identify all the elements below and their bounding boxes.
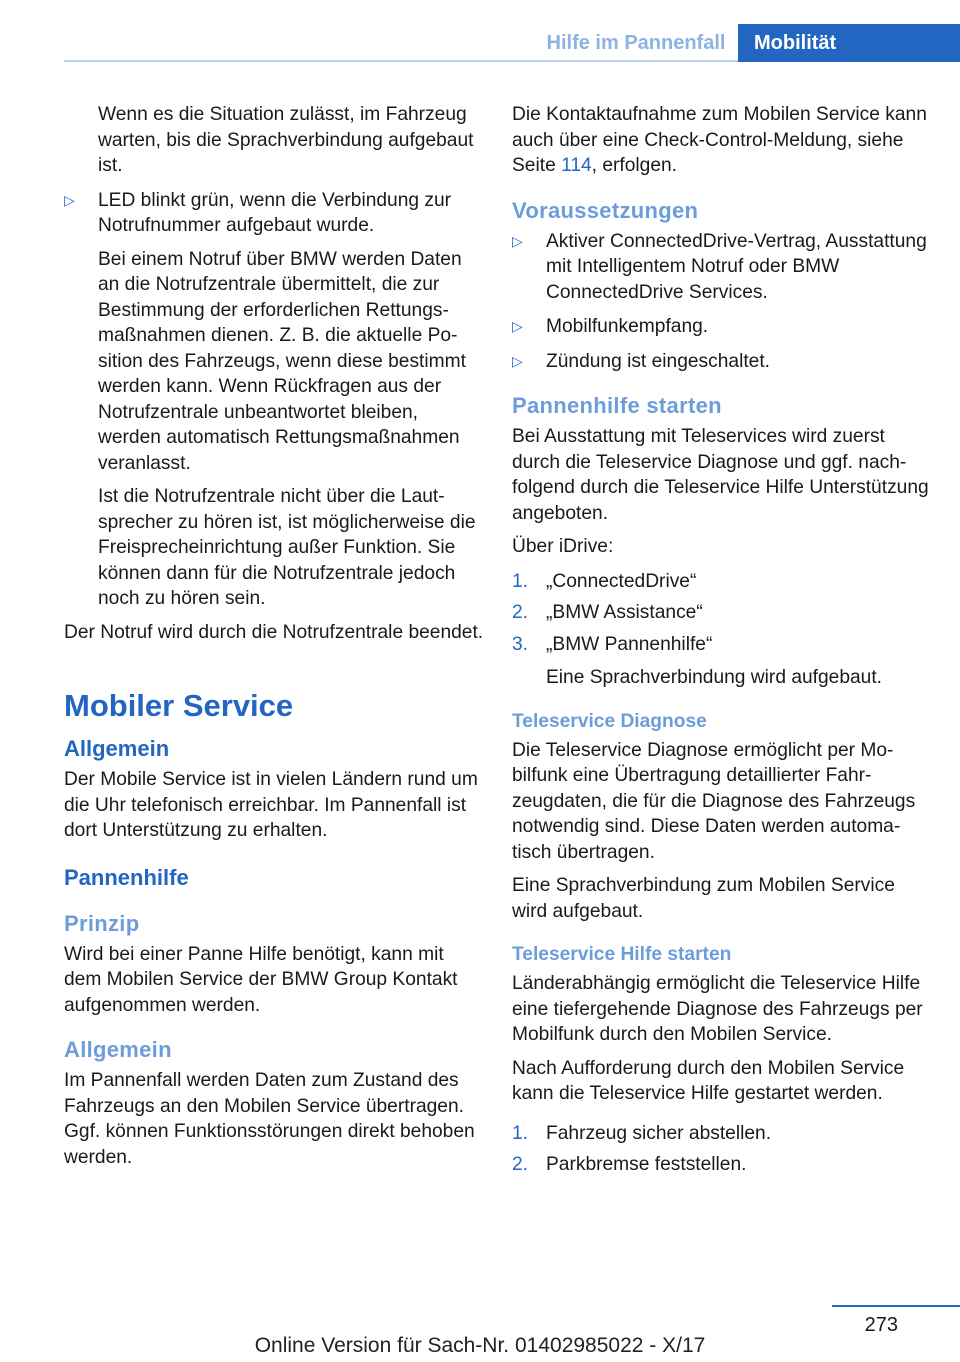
step-text: „BMW Assistance“ xyxy=(546,602,703,623)
step-number: 1. xyxy=(512,1122,529,1144)
subheading: Allgemein xyxy=(64,736,170,761)
page-link[interactable]: 114 xyxy=(561,155,592,176)
step-number: 3. xyxy=(512,633,529,655)
body-text: Die Kontaktaufnahme zum Mobilen Service kann auch über eine Check-Control-Meldung, siehe Seite 114, erfolgen. xyxy=(512,104,927,176)
step-text: Parkbremse feststellen. xyxy=(546,1154,747,1175)
bullet-item xyxy=(64,188,484,612)
subheading: Allgemein xyxy=(64,1037,172,1062)
steps-list xyxy=(512,1121,932,1178)
bullet-marker-icon: ▷ xyxy=(64,191,75,208)
list-item xyxy=(512,569,932,595)
section-heading: Mobiler Service xyxy=(64,688,294,723)
list-item xyxy=(512,632,932,691)
step-text: „BMW Pannenhilfe“ xyxy=(546,633,713,655)
body-text: Die Teleservice Diagnose ermöglicht per Mobilfunk eine Übertragung detaillierter Fahrzeugdaten, die für die Diagnose des Fahrzeugs notwendig sind. Diese Daten werden automatisch übertragen. xyxy=(512,739,916,863)
step-number: 1. xyxy=(512,570,529,592)
intro-continuation: Wenn es die Situation zulässt, im Fahrzeug warten, bis die Sprachverbindung aufgebaut ist. xyxy=(98,104,474,176)
bullet-marker-icon: ▷ xyxy=(512,352,523,369)
subheading: Teleservice Hilfe starten xyxy=(512,944,732,965)
bullet-marker-icon: ▷ xyxy=(512,318,523,334)
bullet-item xyxy=(512,349,932,375)
subheading: Prinzip xyxy=(64,910,140,936)
footer-text: Online Version für Sach-Nr. 01402985022 - X/17 xyxy=(254,1334,706,1357)
requirements-list xyxy=(512,229,932,375)
body-text: Länderabhängig ermöglicht die Teleservice Hilfe eine tiefergehende Diagnose des Fahrzeugs per Mobilfunk durch den Mobilen Service. xyxy=(512,973,923,1045)
list-item xyxy=(512,1152,932,1178)
page-number: 273 xyxy=(864,1314,898,1336)
body-text: Der Notruf wird durch die Notrufzentrale beendet. xyxy=(64,621,484,643)
section-tab[interactable]: Hilfe im Pannenfall xyxy=(546,32,726,54)
bullet-text: Mobilfunkempfang. xyxy=(546,316,709,337)
bullet-text: LED blinkt grün, wenn die Verbindung zur Notrufnummer aufgebaut wurde. xyxy=(98,189,452,236)
body-text: Nach Aufforderung durch den Mobilen Service kann die Teleservice Hilfe gestartet werden. xyxy=(512,1057,905,1104)
body-text: Der Mobile Service ist in vielen Ländern rund um die Uhr telefonisch erreichbar. Im Pannenfall ist dort Unterstützung zu erhalten. xyxy=(64,769,478,841)
steps-list xyxy=(512,569,932,691)
body-text: Wird bei einer Panne Hilfe benötigt, kann mit dem Mobilen Service der BMW Group Kontakt aufgenommen werden. xyxy=(64,943,458,1016)
subheading: Voraussetzungen xyxy=(512,197,699,223)
bullet-paragraph: Ist die Notrufzentrale nicht über die Lautsprecher zu hören ist, ist möglicherweise die Freisprecheinrichtung außer Funktion. Sie können dann für die Notrufzentrale jedoch noch zu hören sein. xyxy=(98,486,476,609)
bullet-text: Aktiver ConnectedDrive-Vertrag, Ausstattung mit Intelligentem Notruf oder BMW ConnectedDrive Services. xyxy=(546,230,927,303)
list-item xyxy=(512,1121,932,1147)
bullet-item xyxy=(512,229,932,306)
list-item xyxy=(512,600,932,626)
left-column xyxy=(64,102,484,1170)
bullet-paragraph: Bei einem Notruf über BMW werden Daten an die Notrufzentrale übermittelt, die zur Bestimmung der erforderlichen Rettungsmaßnahmen dienen. Z. B. die aktuelle Position des Fahrzeugs, wenn diese bestimmt werden kann. Wenn Rückfragen aus der Notrufzentrale unbeantwortet bleiben, werden automatisch Rettungsmaßnahmen veranlasst. xyxy=(98,248,466,474)
chapter-tab[interactable]: Mobilität xyxy=(738,24,960,62)
subheading: Pannenhilfe starten xyxy=(512,393,722,418)
step-note: Eine Sprachverbindung wird aufgebaut. xyxy=(546,667,883,688)
step-number: 2. xyxy=(512,1154,529,1175)
step-number: 2. xyxy=(512,602,529,623)
body-text: Eine Sprachverbindung zum Mobilen Service wird aufgebaut. xyxy=(512,875,895,922)
bullet-item xyxy=(512,314,932,340)
body-text: Im Pannenfall werden Daten zum Zustand des Fahrzeugs an den Mobilen Service übertragen. Ggf. können Funktionsstörungen direkt behoben werden. xyxy=(64,1070,475,1168)
body-text: Bei Ausstattung mit Teleservices wird zuerst durch die Teleservice Diagnose und ggf. nachfolgend durch die Teleservice Hilfe Unterstützung angeboten. xyxy=(512,426,929,524)
subheading: Pannenhilfe xyxy=(64,864,189,890)
right-column xyxy=(512,102,932,1178)
step-text: Fahrzeug sicher abstellen. xyxy=(546,1122,772,1144)
page-number-rule xyxy=(832,1305,960,1307)
bullet-text: Zündung ist eingeschaltet. xyxy=(546,350,771,372)
bullet-marker-icon: ▷ xyxy=(512,232,523,249)
body-text: Über iDrive: xyxy=(512,536,614,557)
step-text: „ConnectedDrive“ xyxy=(546,570,697,592)
subheading: Teleservice Diagnose xyxy=(512,710,707,732)
